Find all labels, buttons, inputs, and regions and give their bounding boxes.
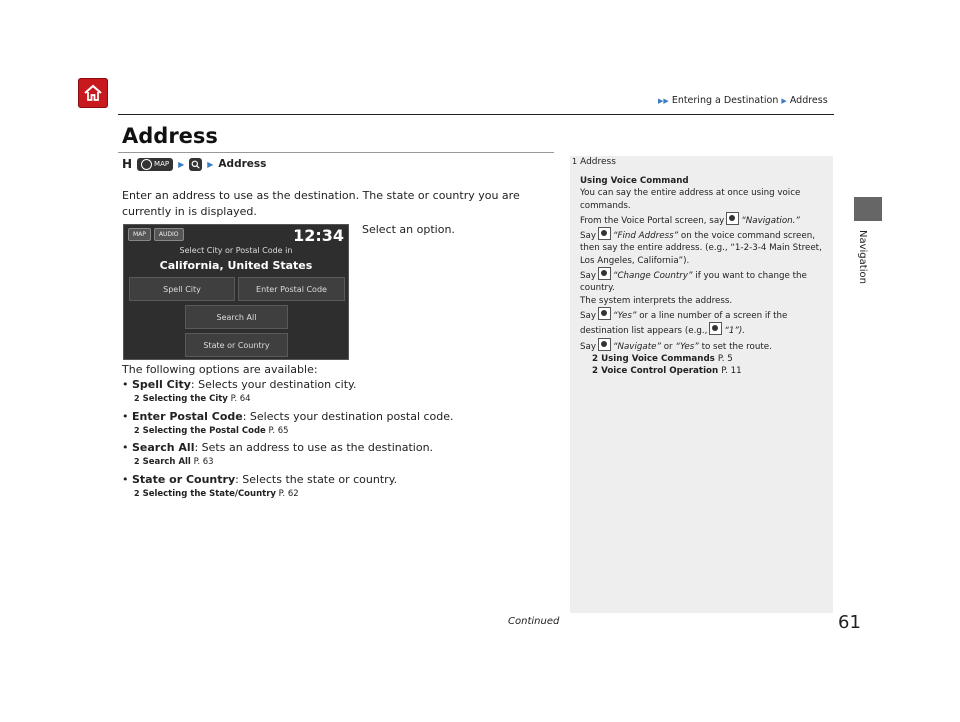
sidebar-body xyxy=(580,175,830,377)
screen-map-button: MAP xyxy=(128,228,151,241)
breadcrumb-item[interactable]: Address xyxy=(789,95,828,106)
intro-text: Enter an address to use as the destination. The state or country you are currently in is displayed. xyxy=(122,189,520,218)
reference-page: P. 63 xyxy=(193,457,214,467)
map-button-icon xyxy=(137,158,173,171)
note-number: 1 xyxy=(572,157,578,166)
sidebar-heading xyxy=(572,157,616,167)
reference-page: P. 62 xyxy=(278,489,299,499)
sidebar-text: Say “Change Country” if you want to change the country. xyxy=(580,267,830,295)
option-desc: : Sets an address to use as the destination. xyxy=(194,441,434,454)
option-item: • Enter Postal Code: Selects your destination postal code. xyxy=(122,410,454,423)
cross-reference[interactable] xyxy=(580,353,830,365)
sidebar-text: Say “Navigate” or “Yes” to set the route. xyxy=(580,338,830,353)
reference-title: Using Voice Commands xyxy=(601,353,715,364)
search-icon xyxy=(189,158,202,171)
screen-state-country-button: State or Country xyxy=(185,333,288,357)
option-item: • Search All: Sets an address to use as the destination. xyxy=(122,441,434,454)
sidebar-text: Say “Yes” or a line number of a screen if the destination list appears (e.g., “1”). xyxy=(580,307,830,338)
screen-location: California, United States xyxy=(159,259,313,272)
divider xyxy=(118,114,834,115)
option-desc: : Selects your destination city. xyxy=(190,378,357,391)
reference-page: P. 64 xyxy=(230,394,251,404)
instruction-text: Select an option. xyxy=(362,223,455,236)
screen-prompt: Select City or Postal Code in xyxy=(179,246,293,255)
divider xyxy=(118,152,554,153)
reference-page: P. 5 xyxy=(717,353,733,364)
continued-label: Continued xyxy=(508,616,560,627)
reference-title: Search All xyxy=(142,457,191,467)
option-desc: : Selects your destination postal code. xyxy=(242,410,454,423)
cross-reference[interactable] xyxy=(134,457,214,467)
voice-command-icon xyxy=(598,267,611,280)
sidebar-text: From the Voice Portal screen, say “Navigation.” xyxy=(580,212,830,227)
voice-command-icon xyxy=(598,227,611,240)
cross-reference[interactable] xyxy=(134,489,299,499)
page-title: Address xyxy=(122,124,218,148)
cross-reference[interactable] xyxy=(134,426,289,436)
options-heading: The following options are available: xyxy=(122,363,318,376)
arrow-icon: ▶▶ xyxy=(658,97,669,105)
sidebar-text: The system interprets the address. xyxy=(580,295,733,306)
screen-search-all-button: Search All xyxy=(185,305,288,329)
option-desc: : Selects the state or country. xyxy=(235,473,398,486)
home-button[interactable] xyxy=(78,78,108,108)
reference-page: P. 11 xyxy=(721,366,742,377)
voice-command-icon xyxy=(726,212,739,225)
voice-command-icon xyxy=(709,322,722,335)
option-item: • Spell City: Selects your destination city. xyxy=(122,378,357,391)
option-name: State or Country xyxy=(132,473,236,486)
cross-reference[interactable] xyxy=(134,394,251,404)
reference-icon: 2 xyxy=(134,426,140,435)
reference-title: Voice Control Operation xyxy=(601,366,719,377)
reference-icon: 2 xyxy=(134,489,140,498)
voice-command-icon xyxy=(598,307,611,320)
reference-title: Selecting the State/Country xyxy=(142,489,276,499)
arrow-icon: ▶ xyxy=(178,159,185,169)
nav-screen-image xyxy=(123,224,349,360)
home-indicator: H xyxy=(122,157,133,171)
reference-icon: 2 xyxy=(134,394,140,403)
breadcrumb-item[interactable]: Entering a Destination xyxy=(671,95,779,106)
screen-enter-postal-button: Enter Postal Code xyxy=(238,277,345,301)
sidebar-text: You can say the entire address at once using voice commands. xyxy=(580,188,801,211)
sidebar-text: Say “Find Address” on the voice command screen, then say the entire address. (e.g., “1-2-3-4 Main Street, Los Angeles, California”). xyxy=(580,227,830,267)
navigation-path xyxy=(122,157,266,171)
arrow-icon: ▶ xyxy=(781,97,787,105)
side-tab xyxy=(852,230,884,290)
option-name: Spell City xyxy=(132,378,191,391)
reference-page: P. 65 xyxy=(268,426,289,436)
side-tab-marker xyxy=(854,197,882,221)
screen-audio-button: AUDIO xyxy=(154,228,184,241)
breadcrumb xyxy=(658,95,828,106)
sidebar-subheading: Using Voice Command xyxy=(580,176,689,186)
home-icon xyxy=(83,84,103,102)
arrow-icon: ▶ xyxy=(207,159,214,169)
option-name: Search All xyxy=(132,441,195,454)
cross-reference[interactable] xyxy=(580,365,830,377)
map-pill-label: MAP xyxy=(154,160,170,168)
path-label: Address xyxy=(218,158,267,170)
option-name: Enter Postal Code xyxy=(132,410,243,423)
reference-icon: 2 xyxy=(592,353,602,364)
reference-icon: 2 xyxy=(134,457,140,466)
screen-clock: 12:34 xyxy=(293,226,344,245)
reference-icon: 2 xyxy=(592,366,602,377)
page-number: 61 xyxy=(838,612,861,633)
voice-command-icon xyxy=(598,338,611,351)
screen-spell-city-button: Spell City xyxy=(129,277,235,301)
option-item: • State or Country: Selects the state or country. xyxy=(122,473,398,486)
side-tab-label: Navigation xyxy=(857,230,868,284)
sidebar-heading-text: Address xyxy=(580,157,616,167)
reference-title: Selecting the City xyxy=(142,394,228,404)
reference-title: Selecting the Postal Code xyxy=(142,426,266,436)
